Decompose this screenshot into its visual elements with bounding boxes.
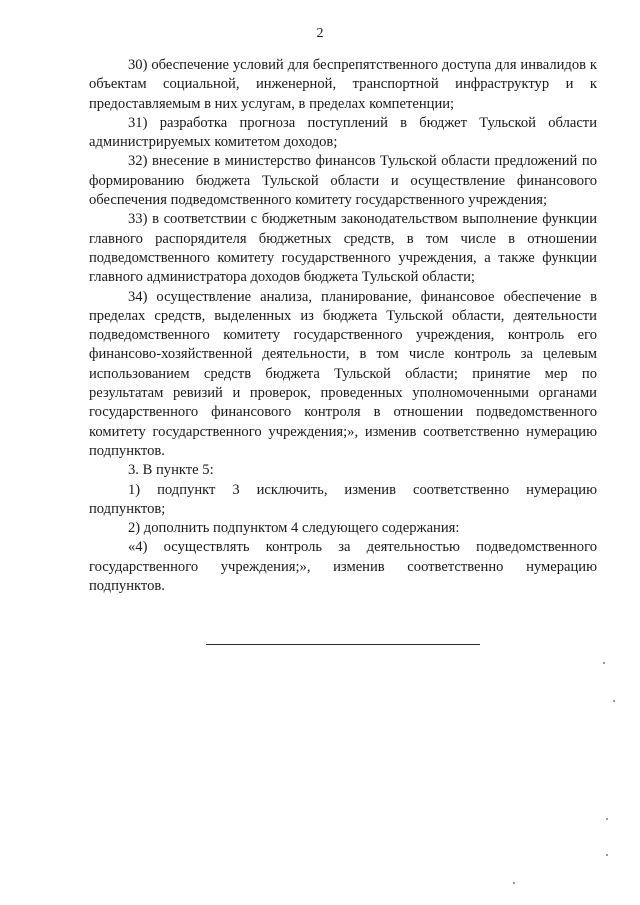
scan-speck [606, 854, 608, 856]
scan-speck [613, 700, 615, 702]
paragraph-quoted-subitem-4: «4) осуществлять контроль за деятельностью подведомственного государственного учреждения;», изменив соответственно нумерацию подпунктов. [89, 539, 597, 595]
paragraph-item-30: 30) обеспечение условий для беспрепятственного доступа для инвалидов к объектам социальной, инженерной, транспортной инфраструктур и к предоставляемым в них услугам, в пределах компетенции; [89, 57, 597, 112]
paragraph-section-3: 3. В пункте 5: [128, 462, 214, 479]
scan-speck [603, 662, 605, 664]
page-number: 2 [316, 26, 324, 41]
paragraph-item-34: 34) осуществление анализа, планирование, финансовое обеспечение в пределах средств, выделенных из бюджета Тульской области, деятельности подведомственного комитету государственного учреждения, контроль его финансово-хозяйственной деятельности, в том числе контроль за целевым использованием средств бюджета Тульской области; принятие мер по результатам ревизий и проверок, проведенных уполномоченными органами государственного финансового контроля в отношении подведомственного комитету государственного учреждения;», изменив соответственно нумерацию подпунктов. [89, 288, 597, 459]
closing-separator-line [206, 644, 480, 645]
paragraph-item-32: 32) внесение в министерство финансов Тульской области предложений по формированию бюджета Тульской области и осуществление финансового обеспечения подведомственного комитету государственного учреждения; [89, 153, 597, 209]
document-body [89, 56, 597, 596]
paragraph-item-33: 33) в соответствии с бюджетным законодательством выполнение функции главного распорядителя бюджетных средств, в том числе в отношении подведомственного комитету государственного учреждения, а также функции главного администратора доходов бюджета Тульской области; [89, 211, 597, 286]
scan-speck [513, 882, 515, 884]
paragraph-item-31: 31) разработка прогноза поступлений в бюджет Тульской области администрируемых комитетом доходов; [89, 114, 597, 151]
scan-speck [606, 818, 608, 820]
paragraph-subitem-2: 2) дополнить подпунктом 4 следующего содержания: [128, 520, 460, 537]
paragraph-subitem-1: 1) подпункт 3 исключить, изменив соответственно нумерацию подпунктов; [89, 481, 597, 517]
